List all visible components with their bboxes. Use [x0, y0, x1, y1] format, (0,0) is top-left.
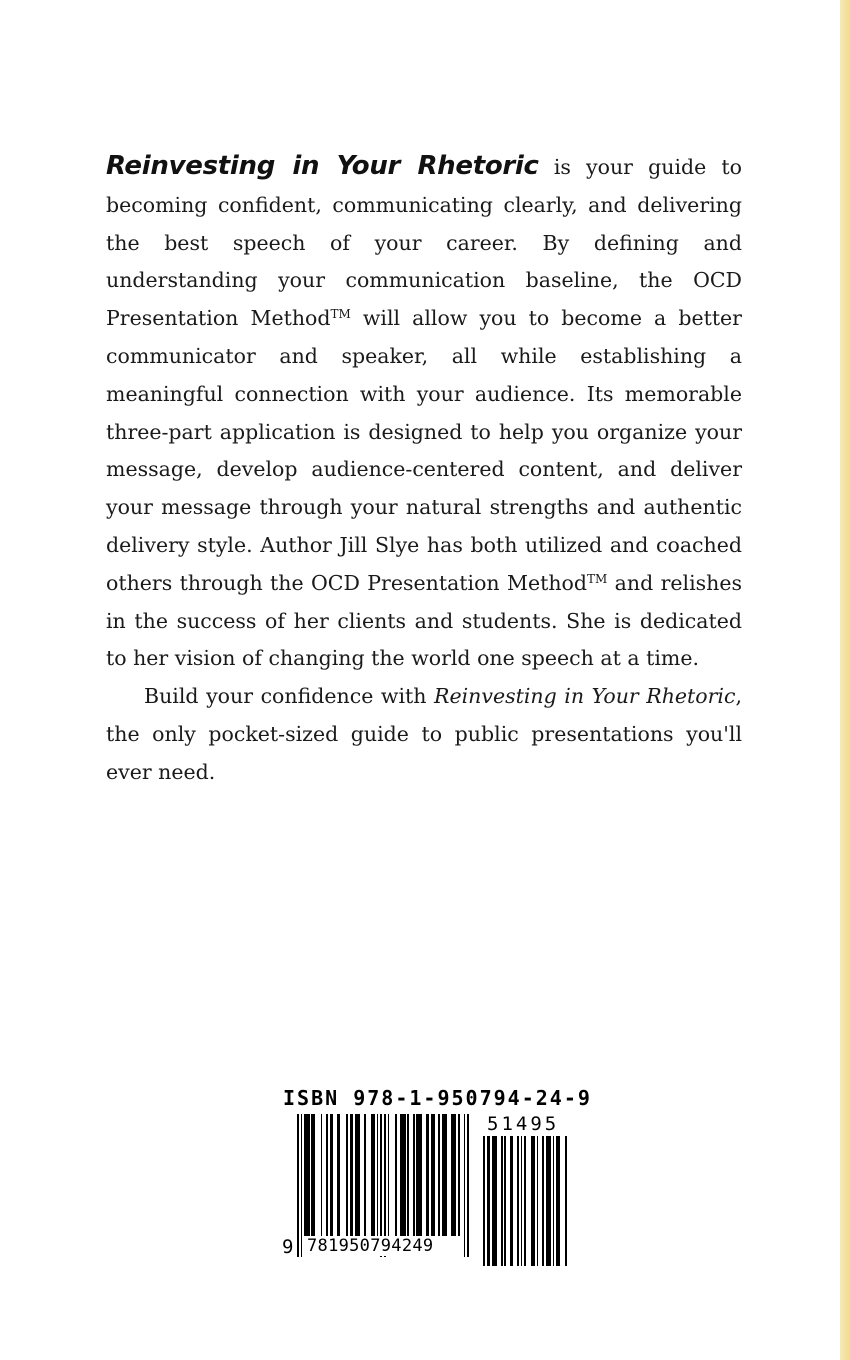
barcode-bar — [364, 1114, 366, 1236]
barcode-bar — [464, 1114, 466, 1257]
barcode-bar — [467, 1114, 469, 1257]
barcode-bar — [524, 1136, 526, 1266]
blurb-paragraph-2 — [106, 678, 742, 791]
book-title-inline: Reinvesting in Your Rhetoric — [434, 684, 736, 709]
barcode-bar — [301, 1114, 303, 1257]
isbn-label: ISBN 978-1-950794-24-9 — [283, 1086, 592, 1110]
blurb-paragraph-1 — [106, 148, 742, 678]
barcode-bar — [326, 1114, 328, 1236]
blurb-text-2b: , the only pocket-sized guide to public presentations you'll ever need. — [106, 684, 742, 784]
barcode-bar — [501, 1136, 503, 1266]
barcode-bar — [359, 1114, 361, 1236]
barcode-bar — [373, 1114, 375, 1236]
barcode-bar — [377, 1114, 379, 1236]
barcode-bar — [407, 1114, 409, 1236]
trademark-symbol: TM — [587, 571, 608, 586]
barcode-bar — [339, 1114, 341, 1236]
barcode-bar — [420, 1114, 422, 1236]
barcode-bar — [537, 1136, 539, 1266]
barcode-bar — [445, 1114, 447, 1236]
barcode-bar — [512, 1136, 514, 1266]
blurb-text-1a: is your guide to becoming confident, communicating clearly, and delivering the best speech of your career. By defining and understanding your communication baseline, the OCD Presentation Method — [106, 155, 743, 331]
barcode-bar — [542, 1136, 544, 1266]
barcode-bar — [517, 1136, 519, 1266]
barcode-bar — [427, 1114, 429, 1236]
barcode-bar — [504, 1136, 506, 1266]
barcode-bar — [321, 1114, 323, 1236]
barcode-bar — [297, 1114, 299, 1257]
barcode-bar — [458, 1114, 460, 1236]
barcode-bar — [496, 1136, 498, 1266]
blurb-text-1c: and relishes in the success of her clients and students. She is dedicated to her vision of changing the world one speech at a time. — [106, 570, 743, 671]
barcode-digits: 781950794249 — [307, 1236, 434, 1256]
book-title-lead: Reinvesting in Your Rhetoric — [106, 151, 539, 181]
barcode-bar — [455, 1114, 457, 1236]
trademark-symbol: TM — [330, 307, 351, 322]
barcode-bar — [331, 1114, 333, 1236]
barcode-bar — [553, 1136, 555, 1266]
price-addon-barcode — [483, 1136, 567, 1266]
barcode-bar — [404, 1114, 406, 1236]
barcode-bar — [413, 1114, 415, 1236]
barcode-bar — [521, 1136, 523, 1266]
spine-edge — [840, 0, 850, 1360]
barcode-bar — [533, 1136, 535, 1266]
barcode-bar — [558, 1136, 560, 1266]
barcode-bar — [483, 1136, 485, 1266]
blurb-text-1b: will allow you to become a better communicator and speaker, all while establishing a meaningful connection with your audience. Its memorable three-part application is designed to help you organize your message, develop audience-centered content, and deliver your message through your natural strengths and authentic delivery style. Author Jill Slye has both utilized and coached others through the OCD Presentation Method — [106, 306, 742, 595]
barcode-bar — [388, 1114, 390, 1236]
barcode-bar — [549, 1136, 551, 1266]
barcode-bar — [395, 1114, 397, 1236]
barcode-bar — [351, 1114, 353, 1236]
price-code: 51495 — [487, 1113, 560, 1135]
blurb-text-2a: Build your confidence with — [144, 684, 435, 709]
barcode-bar — [313, 1114, 315, 1236]
barcode-lead-digit: 9 — [282, 1236, 294, 1258]
barcode-bar — [346, 1114, 348, 1236]
barcode-bar — [433, 1114, 435, 1236]
back-cover-blurb — [106, 148, 742, 792]
barcode-bar — [308, 1114, 310, 1236]
barcode-bar — [488, 1136, 490, 1266]
barcode-bar — [565, 1136, 567, 1266]
barcode-bar — [438, 1114, 440, 1236]
